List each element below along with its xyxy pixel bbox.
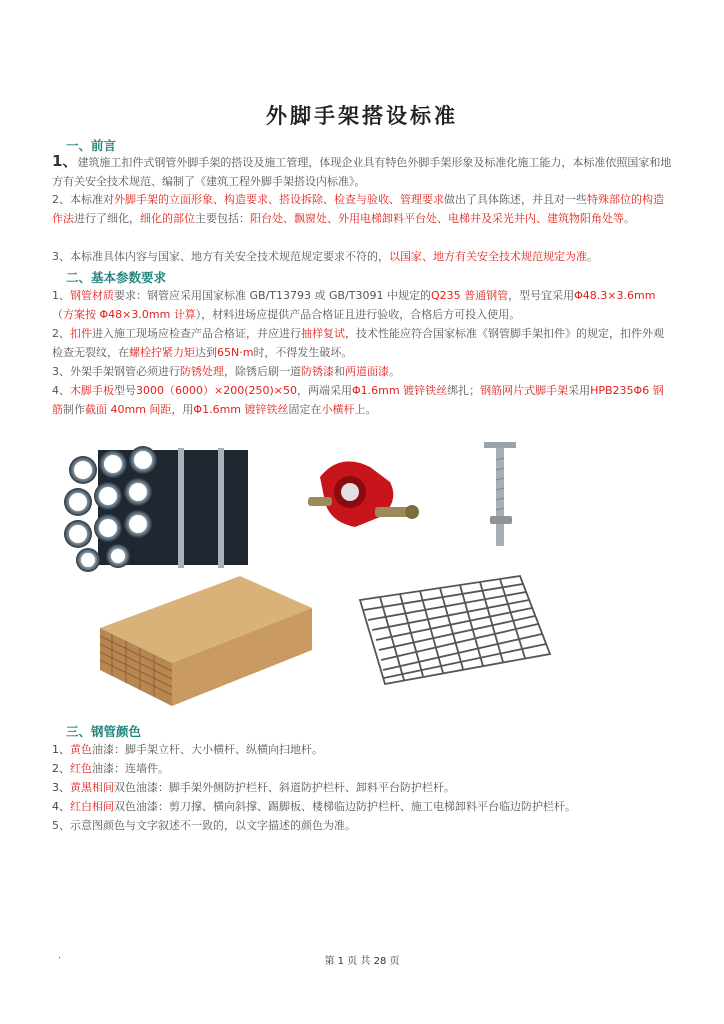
highlight-text: 钢管材质 <box>70 289 114 302</box>
item-text: 双色油漆：脚手架外侧防护栏杆、斜道防护栏杆、卸料平台防护栏杆。 <box>114 781 455 794</box>
text: 3、外架手架钢管必须进行 <box>52 365 180 378</box>
highlight-text: 方案按 Φ48×3.0mm 计算 <box>63 308 196 321</box>
color-name: 红白相间 <box>70 800 114 813</box>
steel-mesh-image <box>355 572 555 692</box>
parameter-item-1 <box>52 286 672 324</box>
highlight-text: HPB235Φ6 钢筋 <box>52 384 664 416</box>
wooden-boards-image <box>90 568 315 708</box>
color-name: 黄黑相间 <box>70 781 114 794</box>
highlight-text: 外脚手架的立面形象、构造要求、搭设拆除、检查与验收、管理要求 <box>114 193 444 206</box>
color-item-2 <box>52 759 672 778</box>
page-title: 外脚手架搭设标准 <box>266 104 458 128</box>
highlight-text: 细化的部位 <box>140 212 195 225</box>
screw-jack-image <box>470 440 530 550</box>
highlight-text: 防锈漆 <box>301 365 334 378</box>
item-number: 4、 <box>52 800 70 813</box>
steel-pipes-image <box>58 440 253 575</box>
text: 2、 <box>52 327 70 340</box>
coupler-image <box>300 447 425 547</box>
highlight-text: Φ1.6mm 镀锌铁丝 <box>352 384 448 397</box>
highlight-text: 阳台处、飘窗处、外用电梯卸料平台处、电梯井及采光井内、建筑物阳角处等 <box>250 212 624 225</box>
text: 要求：钢管应采用国家标准 GB/T13793 或 GB/T3091 中规定的 <box>114 289 431 302</box>
highlight-text: 3000（6000）×200(250)×50 <box>136 384 297 397</box>
item-text: 双色油漆：剪刀撑、横向斜撑、踢脚板、楼梯临边防护栏杆、施工电梯卸料平台临边防护栏杆。 <box>114 800 576 813</box>
paragraph-3 <box>52 247 672 266</box>
paragraph-text: 建筑施工扣件式钢管外脚手架的搭设及施工管理，体现企业具有特色外脚手架形象及标准化施工能力，本标准依照国家和地方有关安全技术规范、编制了《建筑工程外脚手架搭设内标准》。 <box>52 156 672 188</box>
parameter-item-2 <box>52 324 672 362</box>
color-name: 红色 <box>70 762 92 775</box>
color-item-4 <box>52 797 672 816</box>
paragraph-2 <box>52 190 672 228</box>
section-heading-parameters: 二、基本参数要求 <box>66 270 167 285</box>
highlight-text: 以国家、地方有关安全技术规范规定为准 <box>389 250 587 263</box>
text: 进行了细化， <box>74 212 140 225</box>
item-text: 油漆：脚手架立杆、大小横杆、纵横向扫地杆。 <box>92 743 323 756</box>
paragraph-number: 1、 <box>52 152 78 170</box>
text: ，除锈后刷一道 <box>224 365 301 378</box>
text: 达到 <box>195 346 217 359</box>
footer-dot: . <box>58 950 62 961</box>
text: 采用 <box>568 384 591 397</box>
text: ，两端采用 <box>297 384 352 397</box>
highlight-text: 螺栓拧紧力矩 <box>129 346 195 359</box>
section-heading-preface: 一、前言 <box>66 138 117 153</box>
text: 2、本标准对 <box>52 193 114 206</box>
item-number: 1、 <box>52 743 70 756</box>
highlight-text: 小横杆 <box>321 403 355 416</box>
text: 绑扎； <box>447 384 481 397</box>
text: ，技术性能应符合国家标准《钢管脚手架扣件》的规定，扣件外观检查无裂纹，在 <box>52 327 664 359</box>
highlight-text: 木脚手板 <box>70 384 114 397</box>
highlight-text: 两道面漆 <box>345 365 389 378</box>
color-name: 黄色 <box>70 743 92 756</box>
text: 4、 <box>52 384 70 397</box>
text: 型号 <box>114 384 136 397</box>
text: 做出了具体陈述，并且对一些 <box>444 193 587 206</box>
text: 和 <box>334 365 345 378</box>
item-text: 油漆：连墙件。 <box>92 762 169 775</box>
text: ，用 <box>171 403 194 416</box>
text: 。 <box>389 365 400 378</box>
highlight-text: 截面 40mm 间距 <box>85 403 172 416</box>
text: 制作 <box>63 403 85 416</box>
highlight-text: 65N·m <box>217 346 254 359</box>
highlight-text: 防锈处理 <box>180 365 224 378</box>
highlight-text: 钢筋网片式脚手架 <box>480 384 569 397</box>
parameter-item-4 <box>52 381 672 419</box>
parameter-item-3 <box>52 362 672 381</box>
text: 上。 <box>354 403 377 416</box>
text: 固定在 <box>288 403 322 416</box>
section-heading-pipe-colors: 三、钢管颜色 <box>66 724 142 739</box>
paragraph-1 <box>52 152 672 191</box>
highlight-text: 特殊部位的构造作法 <box>52 193 664 225</box>
highlight-text: Φ1.6mm 镀锌铁丝 <box>193 403 289 416</box>
color-note: 5、示意图颜色与文字叙述不一致的，以文字描述的颜色为准。 <box>52 819 356 832</box>
item-number: 2、 <box>52 762 70 775</box>
text: ），材料进场应提供产品合格证且进行验收，合格后方可投入使用。 <box>195 308 521 321</box>
text: 时，不得发生破坏。 <box>253 346 353 359</box>
highlight-text: Q235 普通钢管 <box>430 289 509 302</box>
text: 1、 <box>52 289 70 302</box>
page-number: 第 1 页 共 28 页 <box>324 956 400 967</box>
text: 。 <box>624 212 635 225</box>
text: 。 <box>587 250 598 263</box>
text: 进入施工现场应检查产品合格证，并应进行 <box>92 327 301 340</box>
text: 主要包括： <box>195 212 250 225</box>
highlight-text: 扣件 <box>70 327 92 340</box>
text: （ <box>52 308 63 321</box>
highlight-text: 抽样复试 <box>301 327 345 340</box>
item-number: 3、 <box>52 781 70 794</box>
highlight-text: Φ48.3×3.6mm <box>574 289 656 302</box>
color-item-1 <box>52 740 672 759</box>
color-item-3 <box>52 778 672 797</box>
text: 3、本标准具体内容与国家、地方有关安全技术规范规定要求不符的， <box>52 250 389 263</box>
text: ，型号宜采用 <box>508 289 575 302</box>
